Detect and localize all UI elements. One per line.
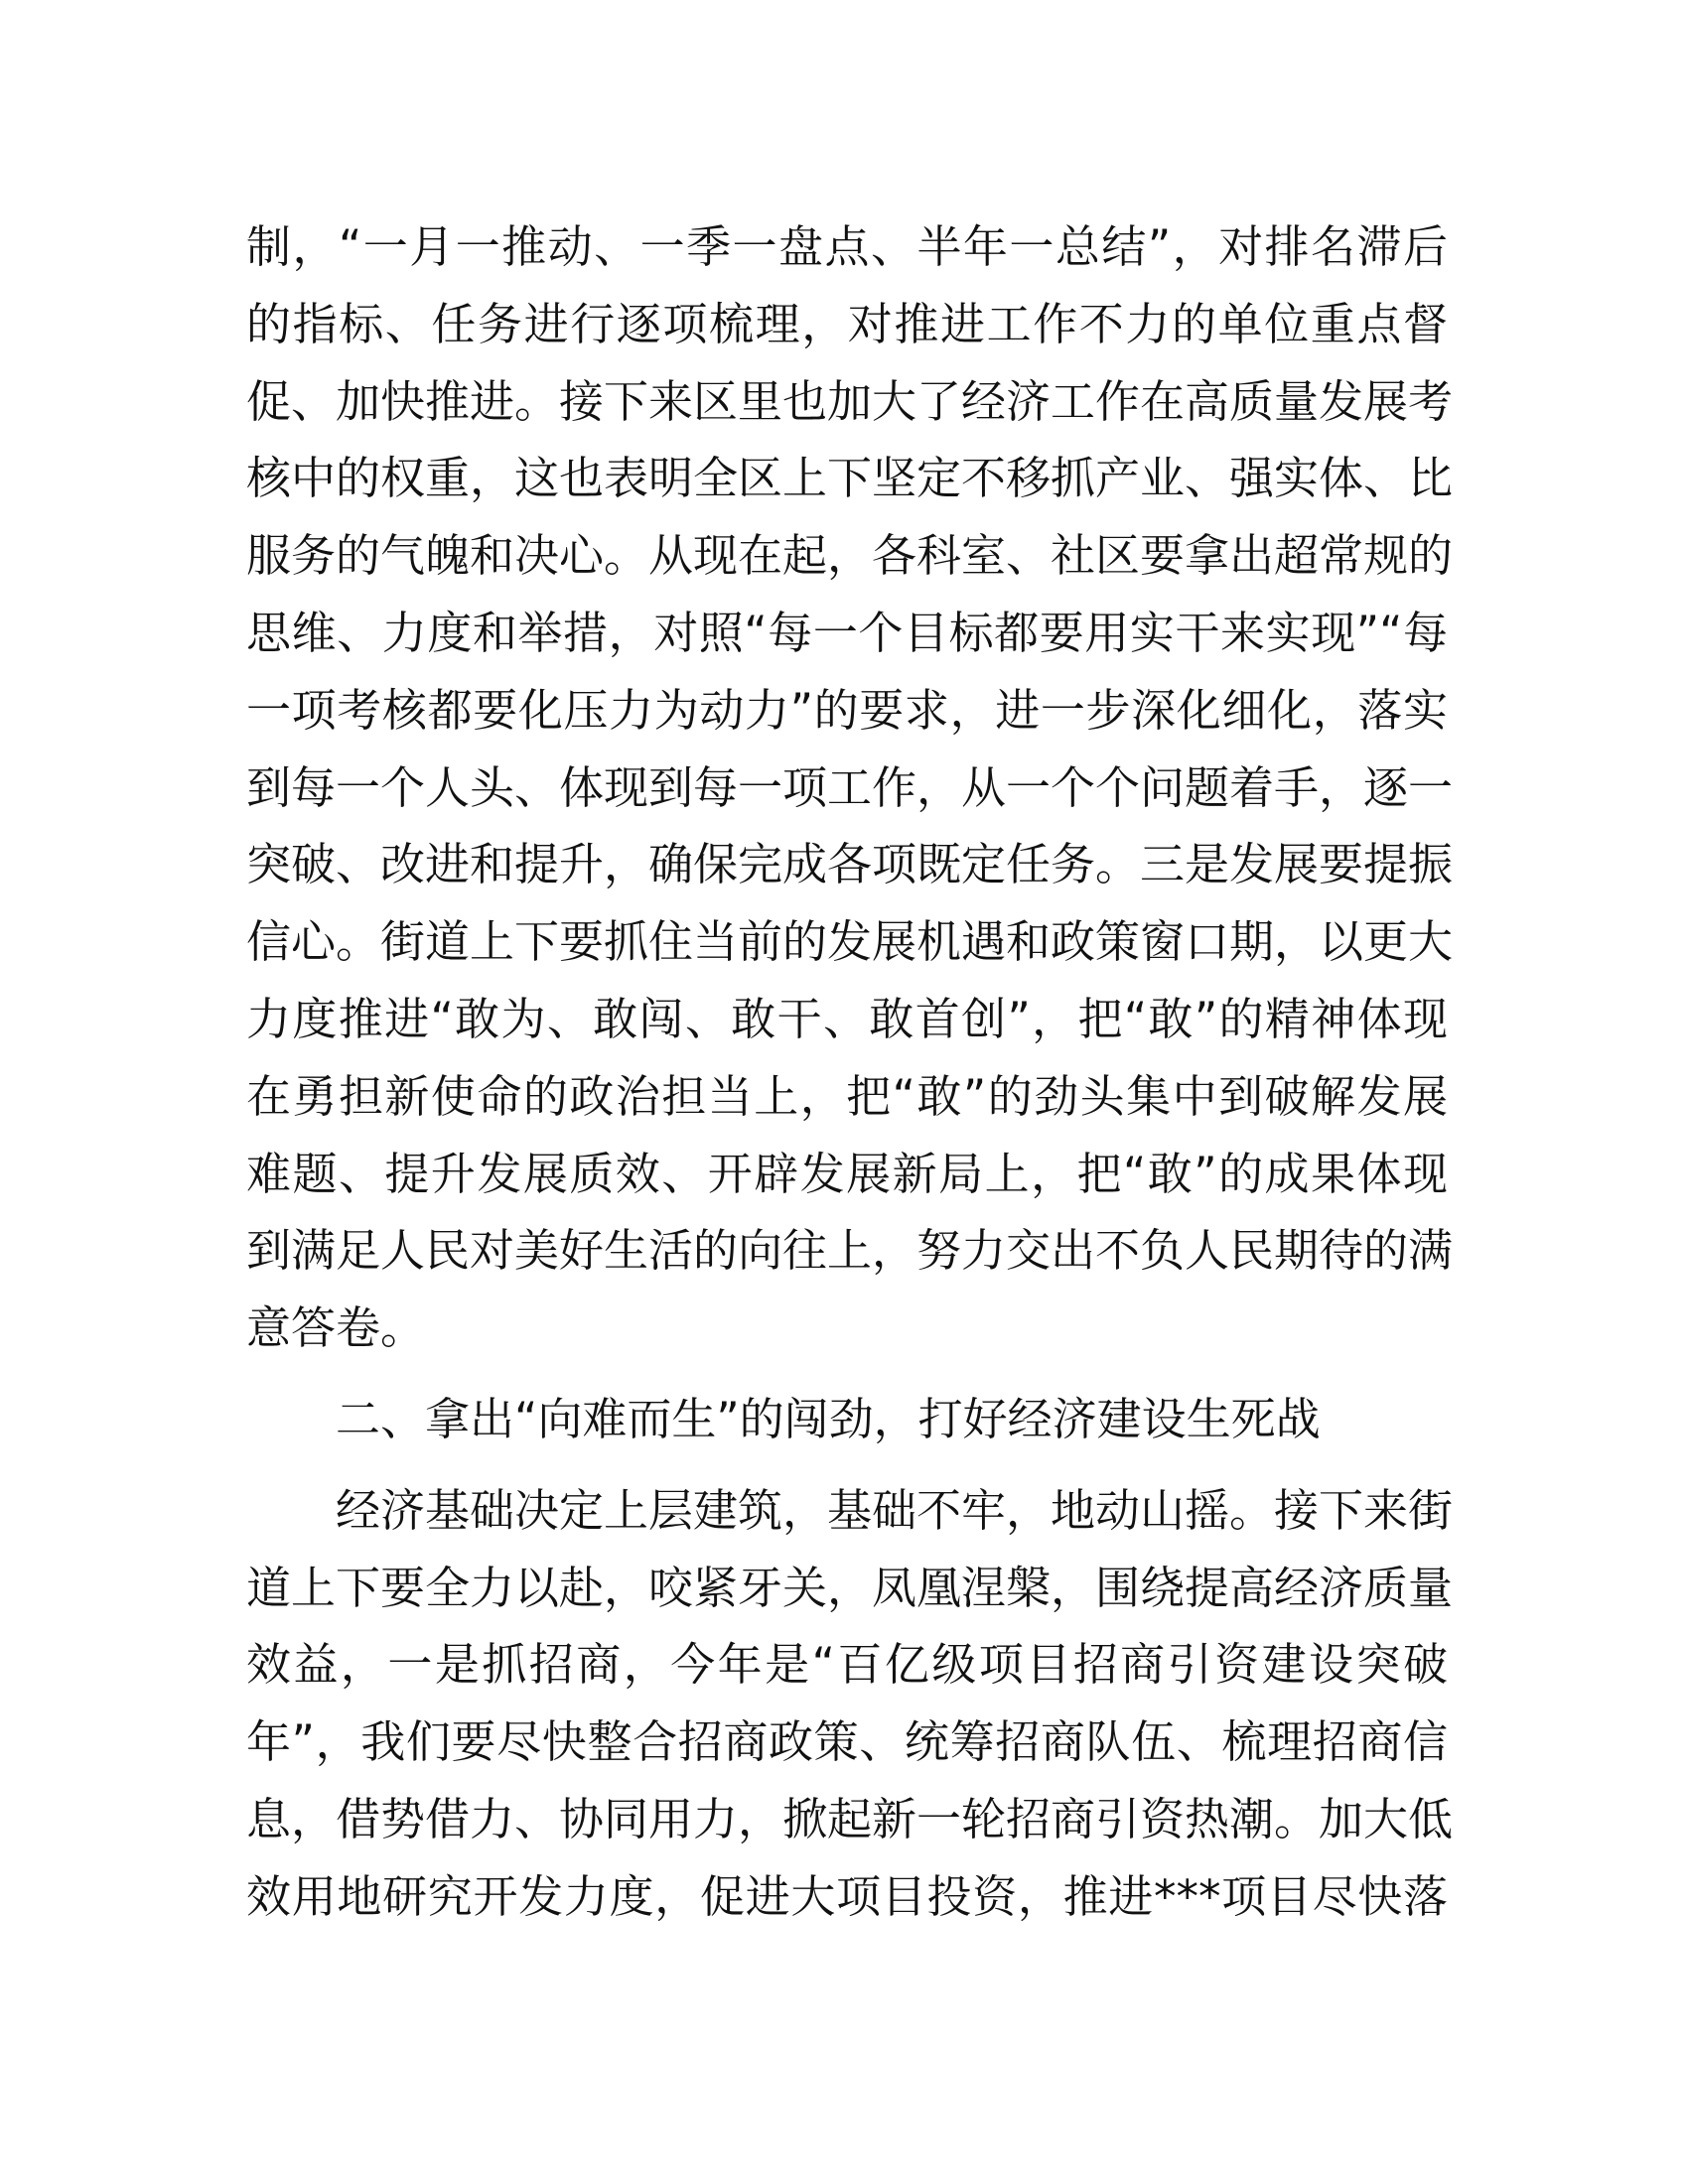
text-line: 息，借势借力、协同用力，掀起新一轮招商引资热潮。加大低 <box>246 1792 1454 1845</box>
text-line: 突破、改进和提升，确保完成各项既定任务。三是发展要提振 <box>246 838 1454 891</box>
text-line: 一项考核都要化压力为动力”的要求，进一步深化细化，落实 <box>246 683 1448 737</box>
document-body <box>246 208 1454 1936</box>
text-line: 力度推进“敢为、敢闯、敢干、敢首创”，把“敢”的精神体现 <box>246 992 1448 1045</box>
text-line: 在勇担新使命的政治担当上，把“敢”的劲头集中到破解发展 <box>246 1069 1448 1123</box>
text-line: 核中的权重，这也表明全区上下坚定不移抓产业、强实体、比 <box>246 452 1454 505</box>
text-line: 道上下要全力以赴，咬紧牙关，凤凰涅槃，围绕提高经济质量 <box>246 1561 1454 1614</box>
text-line: 促、加快推进。接下来区里也加大了经济工作在高质量发展考 <box>246 374 1454 428</box>
text-line: 服务的气魄和决心。从现在起，各科室、社区要拿出超常规的 <box>246 529 1454 583</box>
text-line: 信心。街道上下要抓住当前的发展机遇和政策窗口期，以更大 <box>246 915 1454 969</box>
text-line: 制，“一月一推动、一季一盘点、半年一总结”，对排名滞后 <box>246 220 1448 273</box>
text-line: 经济基础决定上层建筑，基础不牢，地动山摇。接下来街 <box>336 1483 1454 1537</box>
text-line: 的指标、任务进行逐项梳理，对推进工作不力的单位重点督 <box>246 297 1448 350</box>
text-line: 效用地研究开发力度，促进大项目投资，推进***项目尽快落 <box>246 1869 1448 1923</box>
text-line: 难题、提升发展质效、开辟发展新局上，把“敢”的成果体现 <box>246 1147 1448 1200</box>
text-line: 效益，一是抓招商，今年是“百亿级项目招商引资建设突破 <box>246 1638 1448 1692</box>
section-heading: 二、拿出“向难而生”的闯劲，打好经济建设生死战 <box>336 1392 1321 1445</box>
paragraph-2 <box>246 1472 1454 1936</box>
text-line: 到每一个人头、体现到每一项工作，从一个个问题着手，逐一 <box>246 760 1454 814</box>
text-line: 思维、力度和举措，对照“每一个目标都要用实干来实现”“每 <box>246 606 1448 659</box>
text-line: 意答卷。 <box>246 1301 426 1355</box>
text-line: 到满足人民对美好生活的向往上，努力交出不负人民期待的满 <box>246 1224 1454 1278</box>
paragraph-1 <box>246 208 1454 1367</box>
text-line: 年”，我们要尽快整合招商政策、统筹招商队伍、梳理招商信 <box>246 1715 1448 1769</box>
